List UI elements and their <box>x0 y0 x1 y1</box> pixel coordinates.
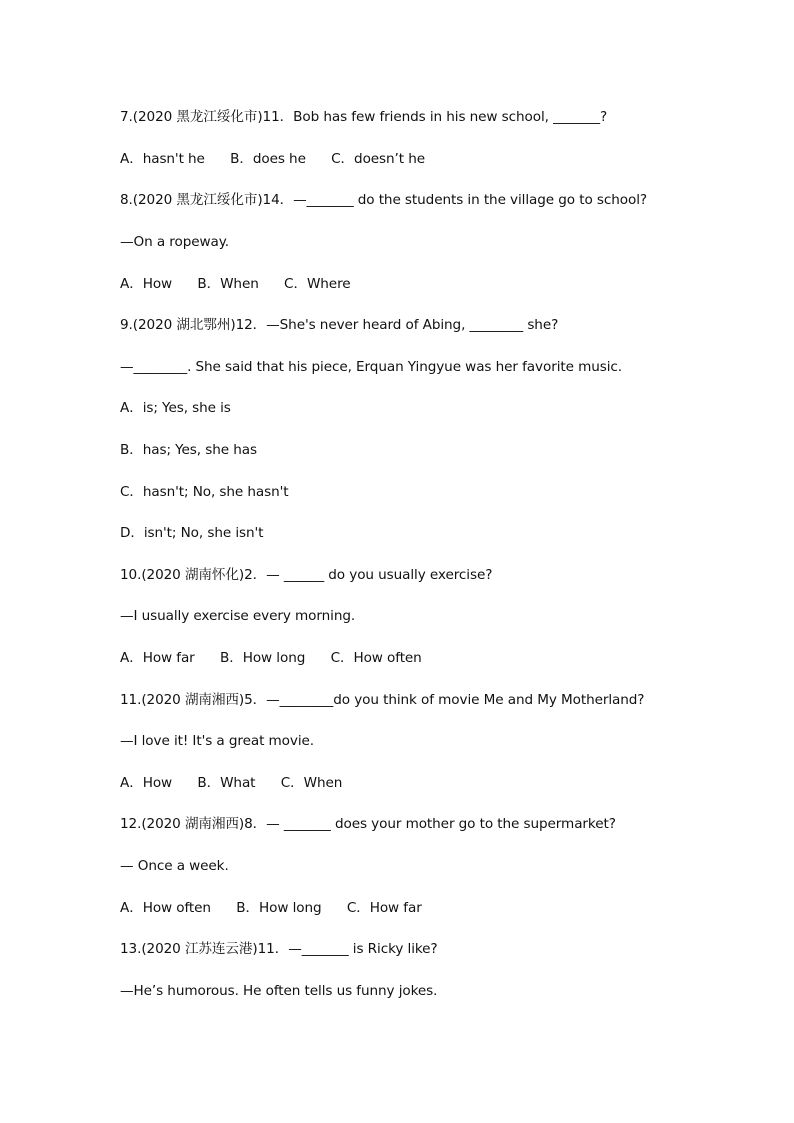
question-10-stem: 10.(2020 湖南怀化)2．— ______ do you usually exercise? <box>120 567 493 583</box>
question-9-option-d: D．isn't; No, she isn't <box>120 525 264 541</box>
question-13-stem: 13.(2020 江苏连云港)11．—_______ is Ricky like? <box>120 941 438 957</box>
question-7-stem: 7.(2020 黑龙江绥化市)11．Bob has few friends in his new school, _______? <box>120 109 608 125</box>
question-9-option-b: B．has; Yes, she has <box>120 442 257 458</box>
question-12-dialogue: — Once a week. <box>120 858 229 874</box>
question-9-dialogue: —________. She said that his piece, Erquan Yingyue was her favorite music. <box>120 359 622 375</box>
question-13-dialogue: —He’s humorous. He often tells us funny jokes. <box>120 983 438 999</box>
question-9-option-c: C．hasn't; No, she hasn't <box>120 484 289 500</box>
question-11-stem: 11.(2020 湖南湘西)5．—________do you think of movie Me and My Motherland? <box>120 692 645 708</box>
question-7-options: A．hasn't he B．does he C．doesn’t he <box>120 151 426 167</box>
question-12-options: A．How often B．How long C．How far <box>120 900 422 916</box>
question-8-options: A．How B．When C．Where <box>120 276 351 292</box>
question-12-stem: 12.(2020 湖南湘西)8．— _______ does your mother go to the supermarket? <box>120 816 616 832</box>
question-8-stem: 8.(2020 黑龙江绥化市)14．—_______ do the students in the village go to school? <box>120 192 647 208</box>
question-10-options: A．How far B．How long C．How often <box>120 650 422 666</box>
question-11-options: A．How B．What C．When <box>120 775 343 791</box>
question-10-dialogue: —I usually exercise every morning. <box>120 608 356 624</box>
question-9-option-a: A．is; Yes, she is <box>120 400 231 416</box>
question-8-dialogue: —On a ropeway. <box>120 234 229 250</box>
question-9-stem: 9.(2020 湖北鄂州)12．—She's never heard of Abing, ________ she? <box>120 317 559 333</box>
question-11-dialogue: —I love it! It's a great movie. <box>120 733 314 749</box>
